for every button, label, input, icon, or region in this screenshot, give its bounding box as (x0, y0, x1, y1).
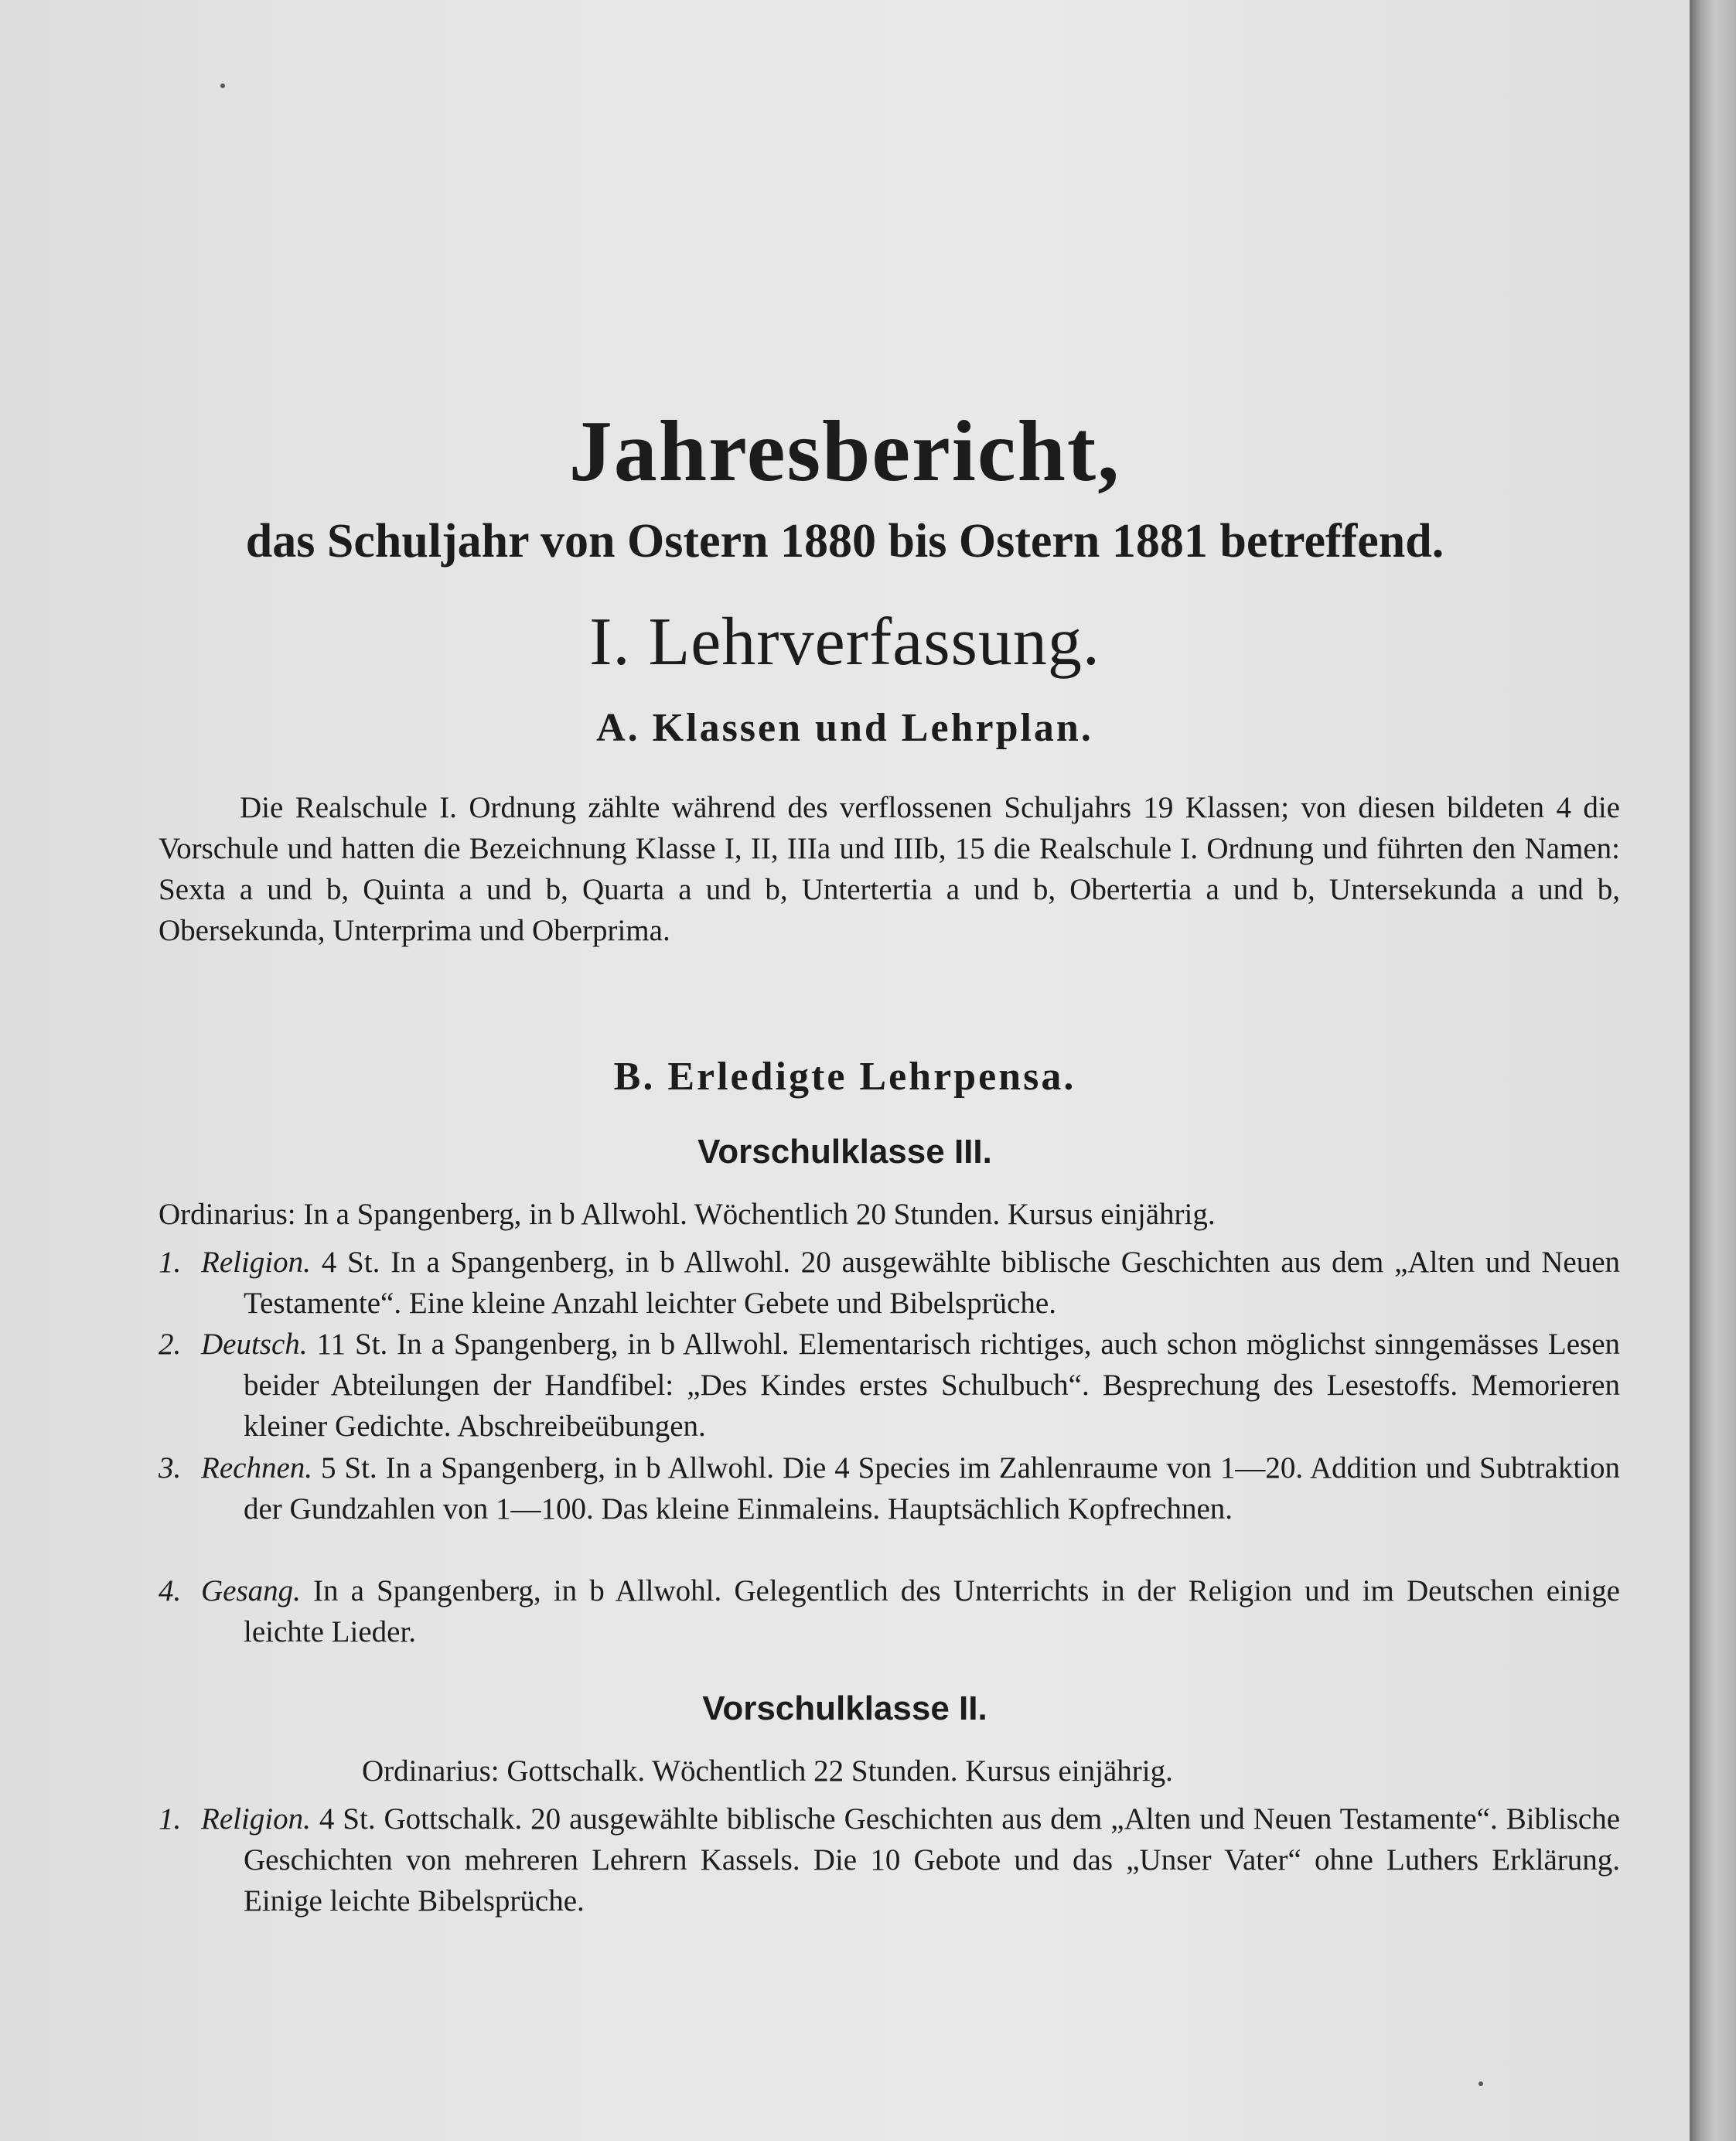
speck (220, 84, 225, 88)
item-subject: Gesang. (201, 1574, 301, 1607)
item-text: 11 St. In a Spangenberg, in b Allwohl. Elementarisch richtiges, auch schon möglichst sinngemässes Lesen beider Abteilungen der Handfibel: „Des Kindes erstes Schulbuch“. Besprechung des Lesestoffs. Memorieren kleiner Gedichte. Abschreibeübungen. (244, 1328, 1621, 1443)
item-number: 4. (159, 1574, 182, 1607)
section-b-heading: B. Erledigte Lehrpensa. (613, 1055, 1076, 1099)
item-subject: Deutsch. (201, 1328, 308, 1361)
item-number: 3. (159, 1451, 182, 1485)
item-subject: Rechnen. (201, 1451, 313, 1485)
class2-ordinarius: Ordinarius: Gottschalk. Wöchentlich 22 Stunden. Kursus einjährig. (362, 1754, 1173, 1788)
class3-ordinarius: Ordinarius: In a Spangenberg, in b Allwohl. Wöchentlich 20 Stunden. Kursus einjährig. (159, 1198, 1216, 1231)
section-a-heading: A. Klassen und Lehrplan. (596, 706, 1093, 750)
item-text: 4 St. In a Spangenberg, in b Allwohl. 20 ausgewählte biblische Geschichten aus dem „Alten und Neuen Testamente“. Eine kleine Anzahl leichter Gebete und Bibelsprüche. (244, 1246, 1620, 1320)
page-subtitle: das Schuljahr von Ostern 1880 bis Ostern 1881 betreffend. (245, 515, 1444, 568)
class3-heading: Vorschulklasse III. (697, 1133, 992, 1171)
item-text: 4 St. Gottschalk. 20 ausgewählte biblische Geschichten aus dem „Alten und Neuen Testamente“. Biblische Geschichten von mehreren Lehrern Kassels. Die 10 Gebote und das „Unser Vater“ ohne Luthers Erklärung. Einige leichte Bibelsprüche. (244, 1802, 1621, 1918)
list-item (159, 1798, 1620, 1921)
list-item (159, 1324, 1620, 1447)
page-title: Jahresbericht, (568, 404, 1121, 499)
part-heading: I. Lehrverfassung. (589, 605, 1100, 680)
speck (1478, 2081, 1483, 2086)
intro-paragraph: Die Realschule I. Ordnung zählte während des verflossenen Schuljahrs 19 Klassen; von diesen bildeten 4 die Vorschule und hatten die Bezeichnung Klasse I, II, IIIa und IIIb, 15 die Realschule I. Ordnung und führten den Namen: Sexta a und b, Quinta a und b, Quarta a und b, Untertertia a und b, Obertertia a und b, Untersekunda a und b, Obersekunda, Unterprima und Oberprima. (159, 791, 1620, 947)
item-subject: Religion. (201, 1802, 311, 1836)
item-text: 5 St. In a Spangenberg, in b Allwohl. Die 4 Species im Zahlenraume von 1—20. Addition und Subtraktion der Gundzahlen von 1—100. Das kleine Einmaleins. Hauptsächlich Kopfrechnen. (244, 1451, 1621, 1526)
item-number: 1. (159, 1802, 182, 1836)
item-subject: Religion. (201, 1246, 311, 1279)
class2-heading: Vorschulklasse II. (702, 1689, 987, 1727)
list-item (159, 1570, 1620, 1652)
list-item (159, 1447, 1620, 1529)
item-text: In a Spangenberg, in b Allwohl. Gelegentlich des Unterrichts in der Religion und im Deutschen einige leichte Lieder. (244, 1574, 1620, 1648)
page-edge (1690, 0, 1736, 2141)
item-number: 2. (159, 1328, 182, 1361)
list-item (159, 1242, 1620, 1324)
item-number: 1. (159, 1246, 182, 1279)
